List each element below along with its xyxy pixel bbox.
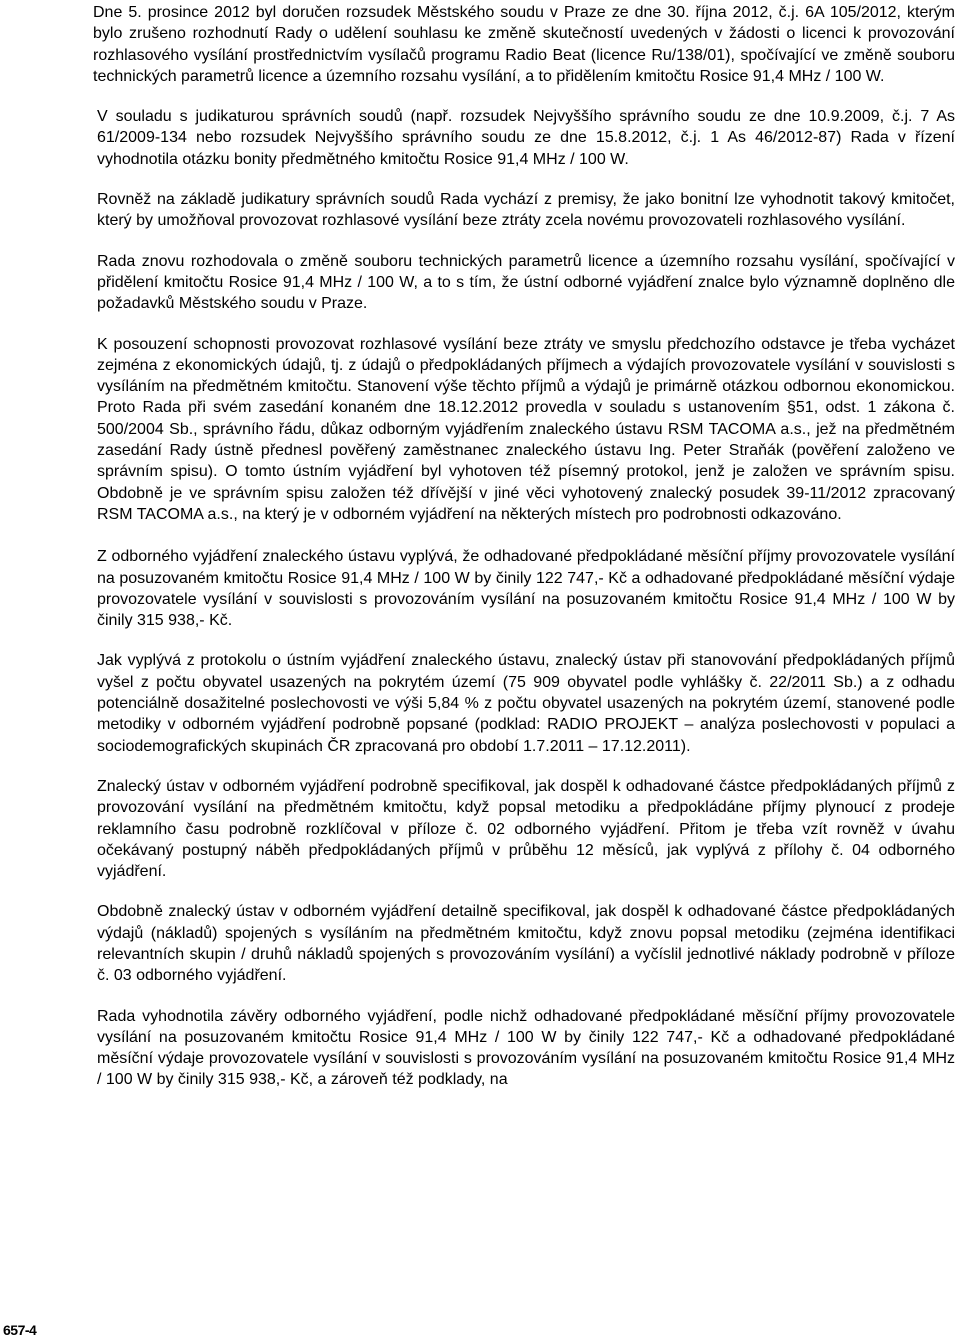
paragraph-income-method: Znalecký ústav v odborném vyjádření podrobně specifikoval, jak dospěl k odhadované částce předpokládaných příjmů z provozování vysílání na předmětném kmitočtu, když popsal metodiku a předpokládáne příjmy plynoucí z prodeje reklamního času podrobně rozklíčoval v příloze č. 02 odborného vyjádření. Přitom je třeba vzít rovněž v úvahu očekávaný postupný náběh předpokládaných příjmů v průběhu 12 měsíců, jak vyplývá z přílohy č. 04 odborného vyjádření. — [97, 777, 955, 881]
paragraph-cost-method: Obdobně znalecký ústav v odborném vyjádření detailně specifikoval, jak dospěl k odhadované částce předpokládaných výdajů (nákladů) spojených s vysíláním na předmětném kmitočtu, když znovu popsal metodiku (zejména identifikaci relevantních skupin / druhů nákladů spojených s provozováním vysílání) a vyčíslil jednotlivé náklady podrobně v příloze č. 03 odborného vyjádření. — [97, 903, 955, 985]
paragraph-evaluation: Rada vyhodnotila závěry odborného vyjádření, podle nichž odhadované předpokládané měsíční příjmy provozovatele vysílání na posuzovaném kmitočtu Rosice 91,4 MHz / 100 W by činily 122 747,- Kč a odhadované předpokládané měsíční výdaje provozovatele vysílání v souvislosti s provozováním vysílání na posuzovaném kmitočtu Rosice 91,4 MHz / 100 W by činily 315 938,- Kč, a zároveň též podklady, na — [97, 1007, 955, 1089]
document-body — [93, 2, 955, 1110]
paragraph-protocol: Jak vyplývá z protokolu o ústním vyjádření znaleckého ústavu, znalecký ústav při stanovování předpokládaných příjmů vyšel z počtu obyvatel usazených na pokrytém území (75 909 obyvatel podle vyhlášky č. 22/2011 Sb.) a z odhadu potenciálně dosažitelné poslechovosti ve výši 5,84 % z počtu obyvatel usazených na pokrytém území, stanovené podle metodiky v odborném vyjádření podrobně popsané (podklad: RADIO PROJEKT – analýza poslechovosti v populaci a sociodemografických skupinách ČR zpracovaná pro období 1.7.2011 – 17.12.2011). — [97, 652, 955, 755]
paragraph-judicature: V souladu s judikaturou správních soudů (např. rozsudek Nejvyššího správního soudu ze dne 10.9.2009, č.j. 7 As 61/2009-134 nebo rozsudek Nejvyššího správního soudu ze dne 15.8.2012, č.j. 1 As 46/2012-87) Rada v řízení vyhodnotila otázku bonity předmětného kmitočtu Rosice 91,4 MHz / 100 W. — [97, 108, 955, 168]
paragraph-assessment: K posouzení schopnosti provozovat rozhlasové vysílání beze ztráty ve smyslu předchozího odstavce je třeba vycházet zejména z ekonomických údajů, tj. z údajů o předpokládaných příjmech a výdajích provozovatele vysílání v souvislosti s vysíláním na předmětném kmitočtu. Stanovení výše těchto příjmů a výdajů je primárně otázkou odbornou ekonomickou. Proto Rada při svém zasedání konaném dne 18.12.2012 provedla v souladu s ustanovením §51, odst. 1 zákona č. 500/2004 Sb., správního řádu, důkaz odborným vyjádřením znaleckého ústavu RSM TACOMA a.s., jež na předmětném zasedání Rady ústně přednesl pověřený zaměstnanec znaleckého ústavu Ing. Peter Straňák (pověření založeno ve správním spisu). O tomto ústním vyjádření byl vyhotoven též písemný protokol, jenž je založen ve správním spisu. Obdobně je ve správním spisu založen též dřívější v jiné věci vyhotovený znalecký posudek 39-11/2012 zpracovaný RSM TACOMA a.s., na který je v odborném vyjádření na některých místech pro podrobnosti odkazováno. — [97, 335, 955, 523]
page-number: 657-4 — [3, 1322, 37, 1338]
paragraph-decision: Rada znovu rozhodovala o změně souboru technických parametrů licence a územního rozsahu vysílání, spočívající v přidělení kmitočtu Rosice 91,4 MHz / 100 W, a to s tím, že ústní odborné vyjádření znalce bylo významně doplněno dle požadavků Městského soudu v Praze. — [97, 252, 955, 313]
paragraph-premise: Rovněž na základě judikatury správních soudů Rada vychází z premisy, že jako bonitní lze vyhodnotit takový kmitočet, který by umožňoval provozovat rozhlasové vysílání beze ztráty zcela novému provozovateli rozhlasového vysílání. — [97, 191, 955, 230]
paragraph-court-ruling: Dne 5. prosince 2012 byl doručen rozsudek Městského soudu v Praze ze dne 30. října 2012, č.j. 6A 105/2012, kterým bylo zrušeno rozhodnutí Rady o udělení souhlasu ke změně skutečností uvedených v žádosti o licenci k provozování rozhlasového vysílání prostřednictvím vysílačů programu Radio Beat (licence Ru/138/01), spočívající ve změně souboru technických parametrů licence a územního rozsahu vysílání, a to přidělením kmitočtu Rosice 91,4 MHz / 100 W. — [93, 4, 955, 85]
paragraph-expert-opinion: Z odborného vyjádření znaleckého ústavu vyplývá, že odhadované předpokládané měsíční příjmy provozovatele vysílání na posuzovaném kmitočtu Rosice 91,4 MHz / 100 W by činily 122 747,- Kč a odhadované předpokládané měsíční výdaje provozovatele vysílání v souvislosti s provozováním vysílání na posuzovaném kmitočtu Rosice 91,4 MHz / 100 W by činily 315 938,- Kč. — [97, 548, 955, 630]
